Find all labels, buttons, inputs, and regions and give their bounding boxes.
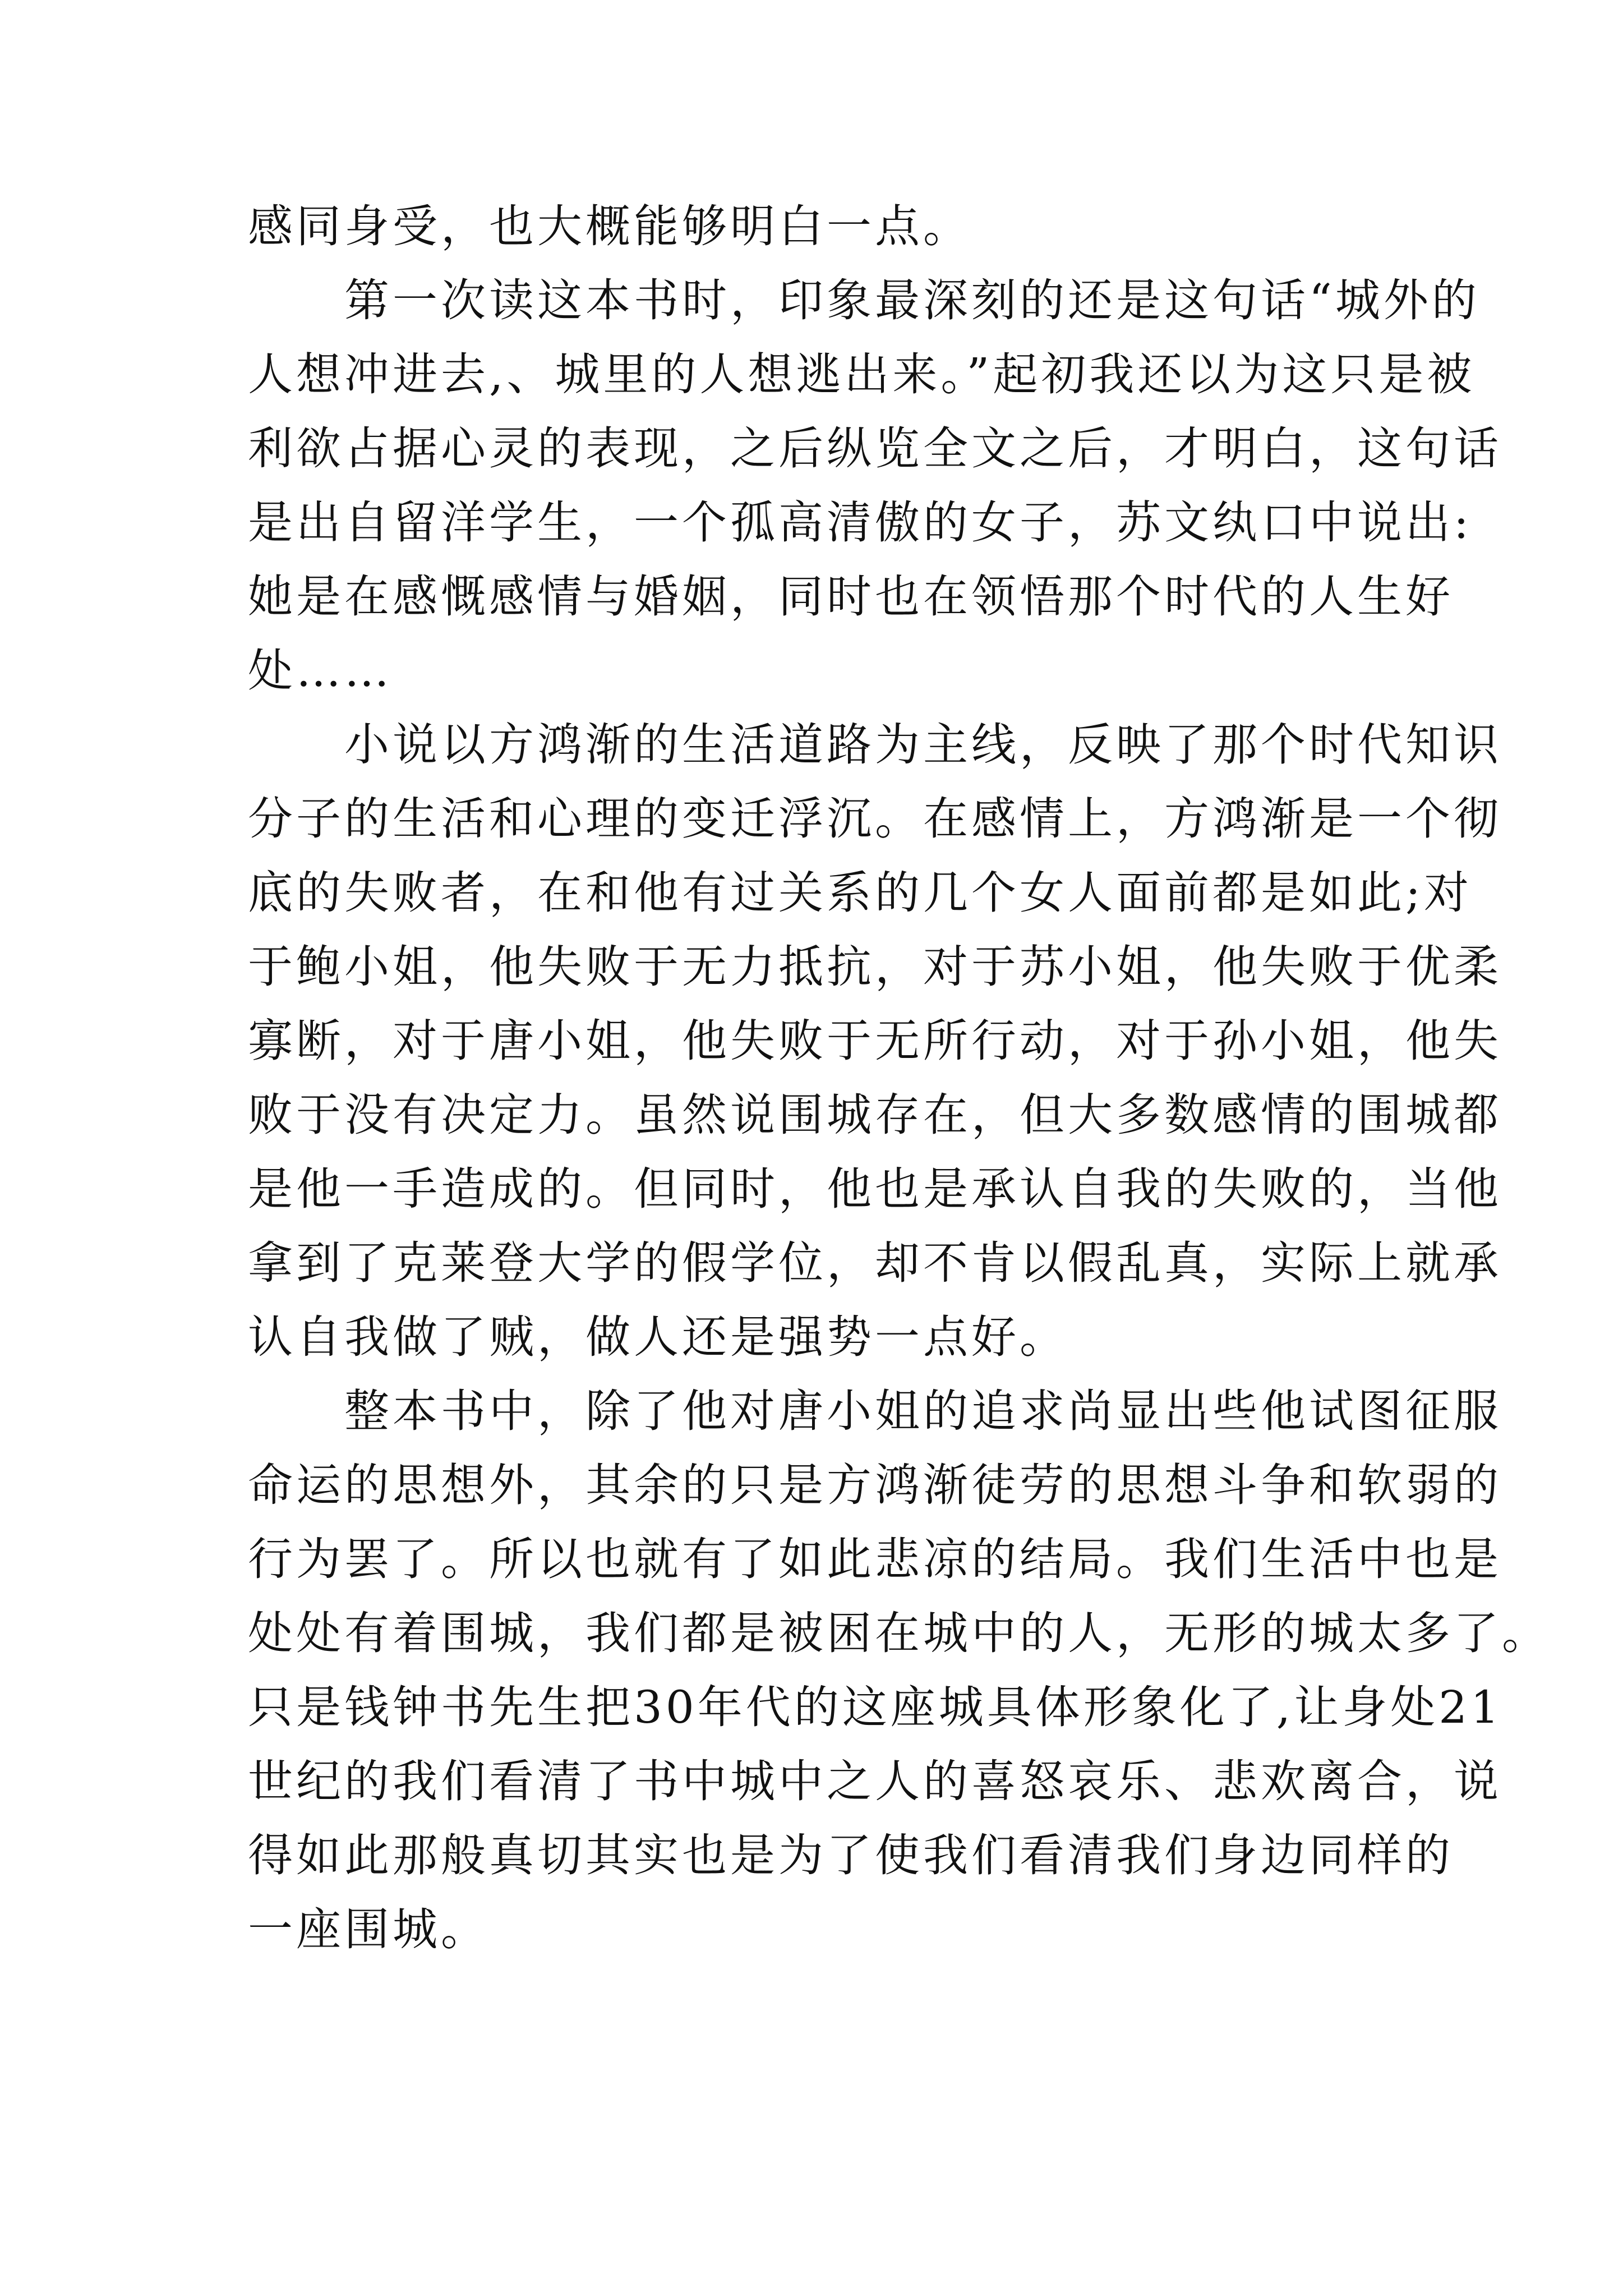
- text-line: 整本书中，除了他对唐小姐的追求尚显出些他试图征服: [248, 1385, 1502, 1437]
- text-line: 败于没有决定力。虽然说围城存在，但大多数感情的围城都: [248, 1089, 1502, 1141]
- text-line: 拿到了克莱登大学的假学位，却不肯以假乱真，实际上就承: [248, 1237, 1502, 1289]
- text-line: 于鲍小姐，他失败于无力抵抗，对于苏小姐，他失败于优柔: [248, 941, 1502, 993]
- text-line: 底的失败者，在和他有过关系的几个女人面前都是如此;对: [248, 867, 1472, 919]
- text-line: 世纪的我们看清了书中城中之人的喜怒哀乐、悲欢离合，说: [248, 1755, 1502, 1807]
- text-line: 是他一手造成的。但同时，他也是承认自我的失败的，当他: [248, 1163, 1502, 1215]
- text-line: 处……: [248, 645, 393, 697]
- text-line: 认自我做了贼，做人还是强势一点好。: [248, 1311, 1068, 1363]
- text-line: 分子的生活和心理的变迁浮沉。在感情上，方鸿渐是一个彻: [248, 793, 1502, 845]
- text-line: 得如此那般真切其实也是为了使我们看清我们身边同样的: [248, 1829, 1454, 1881]
- text-line: 利欲占据心灵的表现，之后纵览全文之后，才明白，这句话: [248, 422, 1502, 475]
- text-line: 一座围城。: [248, 1903, 489, 1955]
- text-line: 命运的思想外，其余的只是方鸿渐徒劳的思想斗争和软弱的: [248, 1459, 1502, 1511]
- essay-body: [248, 190, 1550, 1967]
- text-line: 寡断，对于唐小姐，他失败于无所行动，对于孙小姐，他失: [248, 1015, 1502, 1067]
- text-line: 小说以方鸿渐的生活道路为主线，反映了那个时代知识: [248, 719, 1502, 771]
- text-line: 她是在感慨感情与婚姻，同时也在领悟那个时代的人生好: [248, 570, 1454, 623]
- text-line: 人想冲进去,、城里的人想逃出来。”起初我还以为这只是被: [248, 348, 1476, 401]
- text-line: 感同身受，也大概能够明白一点。: [248, 200, 971, 252]
- text-line: 处处有着围城，我们都是被困在城中的人，无形的城太多了。: [248, 1607, 1550, 1659]
- text-line: 只是钱钟书先生把30年代的这座城具体形象化了,让身处21: [248, 1681, 1503, 1733]
- text-line: 是出自留洋学生，一个孤高清傲的女子，苏文纨口中说出:: [248, 496, 1472, 549]
- text-line: 第一次读这本书时，印象最深刻的还是这句话“城外的: [248, 274, 1480, 326]
- text-line: 行为罢了。所以也就有了如此悲凉的结局。我们生活中也是: [248, 1533, 1502, 1585]
